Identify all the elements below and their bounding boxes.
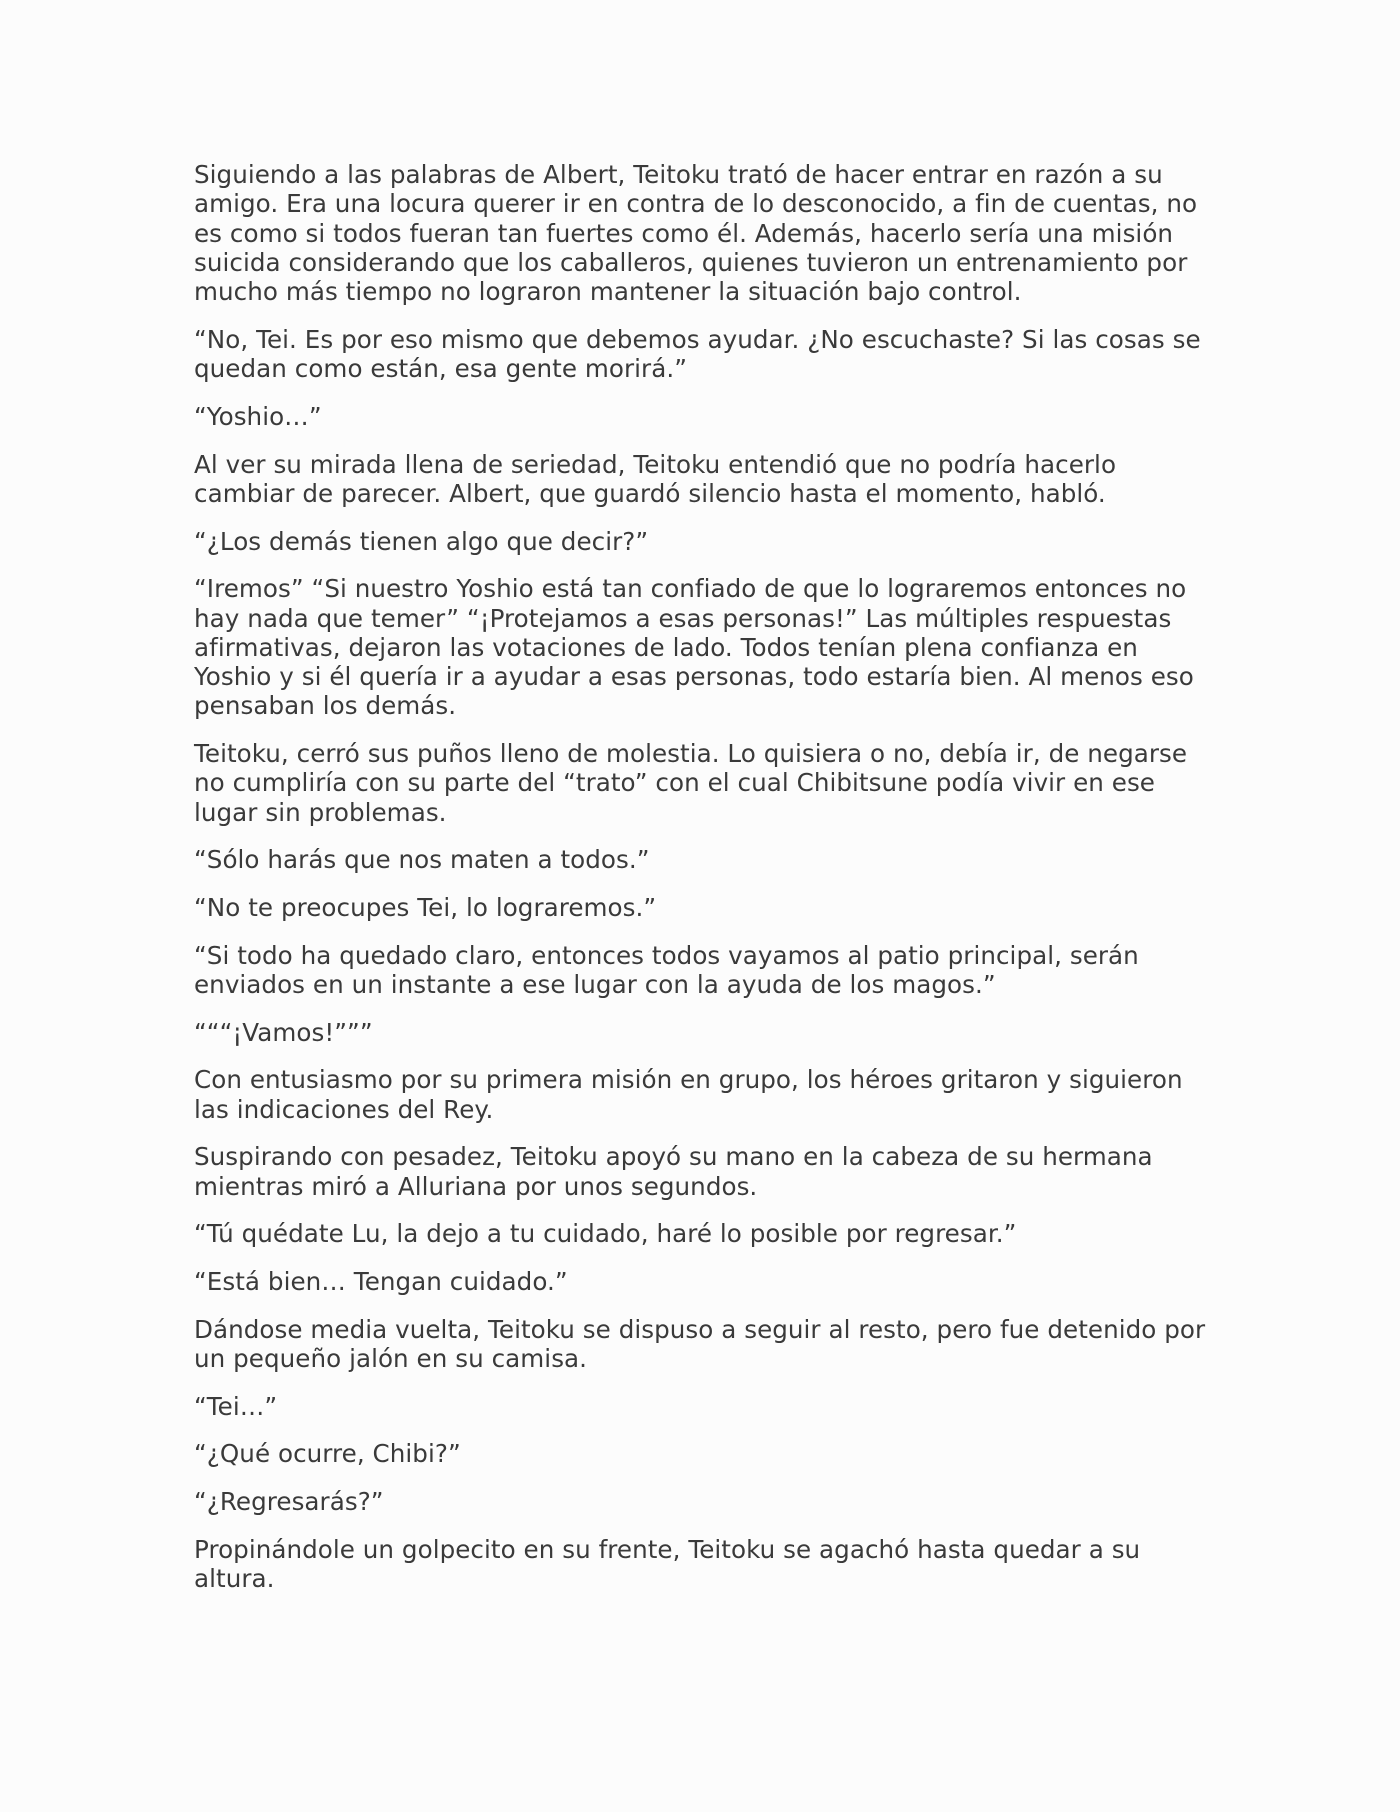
- paragraph: “Tei…”: [194, 1391, 278, 1421]
- paragraph: Dándose media vuelta, Teitoku se dispuso a seguir al resto, pero fue detenido por un pequeño jalón en su camisa.: [194, 1314, 1206, 1374]
- paragraph: “¿Qué ocurre, Chibi?”: [194, 1439, 461, 1469]
- paragraph: “¿Regresarás?”: [194, 1487, 384, 1517]
- paragraph: Siguiendo a las palabras de Albert, Teitoku trató de hacer entrar en razón a su amigo. Era una locura querer ir en contra de lo desconocido, a fin de cuentas, no es como si todos fueran tan fuertes como él. Además, hacerlo sería una misión suicida considerando que los caballeros, quienes tuvieron un entrenamiento por mucho más tiempo no lograron mantener la situación bajo control.: [194, 160, 1198, 307]
- paragraph: “Iremos” “Si nuestro Yoshio está tan confiado de que lo lograremos entonces no hay nada que temer” “¡Protejamos a esas personas!” Las múltiples respuestas afirmativas, dejaron las votaciones de lado. Todos tenían plena confianza en Yoshio y si él quería ir a ayudar a esas personas, todo estaría bien. Al menos eso pensaban los demás.: [194, 574, 1194, 721]
- body-text: [194, 160, 1214, 1612]
- paragraph: “Tú quédate Lu, la dejo a tu cuidado, haré lo posible por regresar.”: [194, 1219, 1017, 1249]
- paragraph: Con entusiasmo por su primera misión en grupo, los héroes gritaron y siguieron las indicaciones del Rey.: [194, 1065, 1183, 1124]
- paragraph: “Sólo harás que nos maten a todos.”: [194, 845, 650, 875]
- paragraph: “Yoshio…”: [194, 401, 322, 431]
- paragraph: “No te preocupes Tei, lo lograremos.”: [194, 893, 657, 923]
- paragraph: “¿Los demás tienen algo que decir?”: [194, 526, 649, 556]
- paragraph: “No, Tei. Es por eso mismo que debemos ayudar. ¿No escuchaste? Si las cosas se quedan como están, esa gente morirá.”: [194, 324, 1201, 384]
- paragraph: “““¡Vamos!”””: [194, 1017, 373, 1047]
- paragraph: “Está bien… Tengan cuidado.”: [194, 1267, 568, 1297]
- paragraph: Teitoku, cerró sus puños lleno de molestia. Lo quisiera o no, debía ir, de negarse no cumpliría con su parte del “trato” con el cual Chibitsune podía vivir en ese lugar sin problemas.: [194, 739, 1188, 827]
- paragraph: “Si todo ha quedado claro, entonces todos vayamos al patio principal, serán enviados en un instante a ese lugar con la ayuda de los magos.”: [194, 940, 1139, 1000]
- paragraph: Al ver su mirada llena de seriedad, Teitoku entendió que no podría hacerlo cambiar de parecer. Albert, que guardó silencio hasta el momento, habló.: [194, 449, 1117, 508]
- paragraph: Propinándole un golpecito en su frente, Teitoku se agachó hasta quedar a su altura.: [194, 1534, 1141, 1594]
- paragraph: Suspirando con pesadez, Teitoku apoyó su mano en la cabeza de su hermana mientras miró a Alluriana por unos segundos.: [194, 1142, 1153, 1201]
